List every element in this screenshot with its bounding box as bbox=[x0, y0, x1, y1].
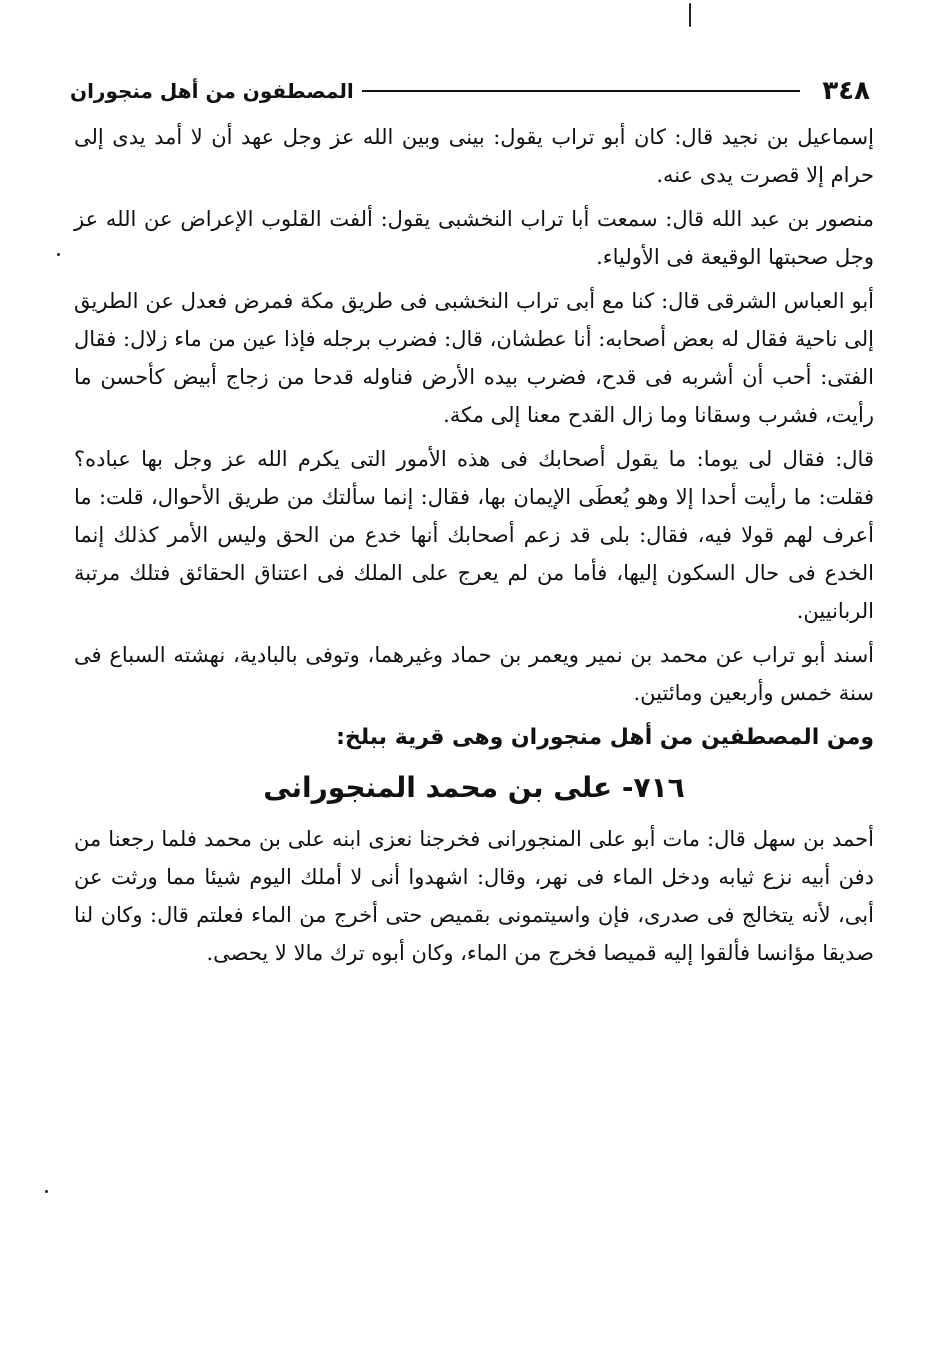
page-header bbox=[70, 74, 870, 108]
paragraph: أبو العباس الشرقى قال: كنا مع أبى تراب النخشبى فى طريق مكة فمرض فعدل عن الطريق إلى ناحية فقال له بعض أصحابه: أنا عطشان، قال: فضرب برجله فإذا عين من ماء زلال: فقال الفتى: أحب أن أشربه فى قدح، فضرب بيده الأرض فناوله قدحا من زجاج أبيض كأحسن ما رأيت، فشرب وسقانا وما زال القدح معنا إلى مكة. bbox=[74, 289, 874, 427]
scan-speck bbox=[45, 1190, 48, 1193]
scan-mark bbox=[689, 3, 691, 27]
scan-speck bbox=[57, 253, 60, 256]
paragraph: إسماعيل بن نجيد قال: كان أبو تراب يقول: بينى وبين الله عز وجل عهد أن لا أمد يدى إلى حرام إلا قصرت يدى عنه. bbox=[74, 125, 874, 187]
paragraph: قال: فقال لى يوما: ما يقول أصحابك فى هذه الأمور التى يكرم الله عز وجل بها عباده؟ فقلت: ما رأيت أحدا إلا وهو يُعطَى الإيمان بها، فقال: إنما سألتك من طريق الأحوال، قلت: ما أعرف لهم قولا فيه، فقال: بلى قد زعم أصحابك أنها خدع من الحق وليس الأمر كذلك إنما الخدع فى حال السكون إليها، فأما من لم يعرج على الملك فى اعتناق الحقائق فتلك مرتبة الربانيين. bbox=[74, 447, 874, 623]
paragraph: أسند أبو تراب عن محمد بن نمير ويعمر بن حماد وغيرهما، وتوفى بالبادية، نهشته السباع فى سنة خمس وأربعين ومائتين. bbox=[74, 643, 874, 705]
paragraph: منصور بن عبد الله قال: سمعت أبا تراب النخشبى يقول: ألفت القلوب الإعراض عن الله عز وجل صحبتها الوقيعة فى الأولياء. bbox=[74, 207, 874, 269]
section-heading: ومن المصطفين من أهل منجوران وهى قرية ببلخ: bbox=[336, 725, 874, 750]
body-text bbox=[74, 118, 874, 978]
page-number: ٣٤٨ bbox=[822, 76, 870, 106]
entry-paragraph: أحمد بن سهل قال: مات أبو على المنجورانى فخرجنا نعزى ابنه على بن محمد فلما رجعنا من دفن أبيه نزع ثيابه ودخل الماء فى نهر، وقال: اشهدوا أنى لا أملك اليوم شيئا مما ورثت عن أبى، لأنه يتخالج فى صدرى، فإن واسيتمونى بقميص حتى أخرج من الماء فعلتم قال: وكان لنا صديقا مؤانسا فألقوا إليه قميصا فخرج من الماء، وكان أبوه ترك مالا لا يحصى. bbox=[74, 827, 874, 965]
running-title: المصطفون من أهل منجوران bbox=[70, 79, 354, 103]
entry-title: ٧١٦- على بن محمد المنجورانى bbox=[263, 771, 685, 804]
header-rule bbox=[362, 90, 801, 92]
